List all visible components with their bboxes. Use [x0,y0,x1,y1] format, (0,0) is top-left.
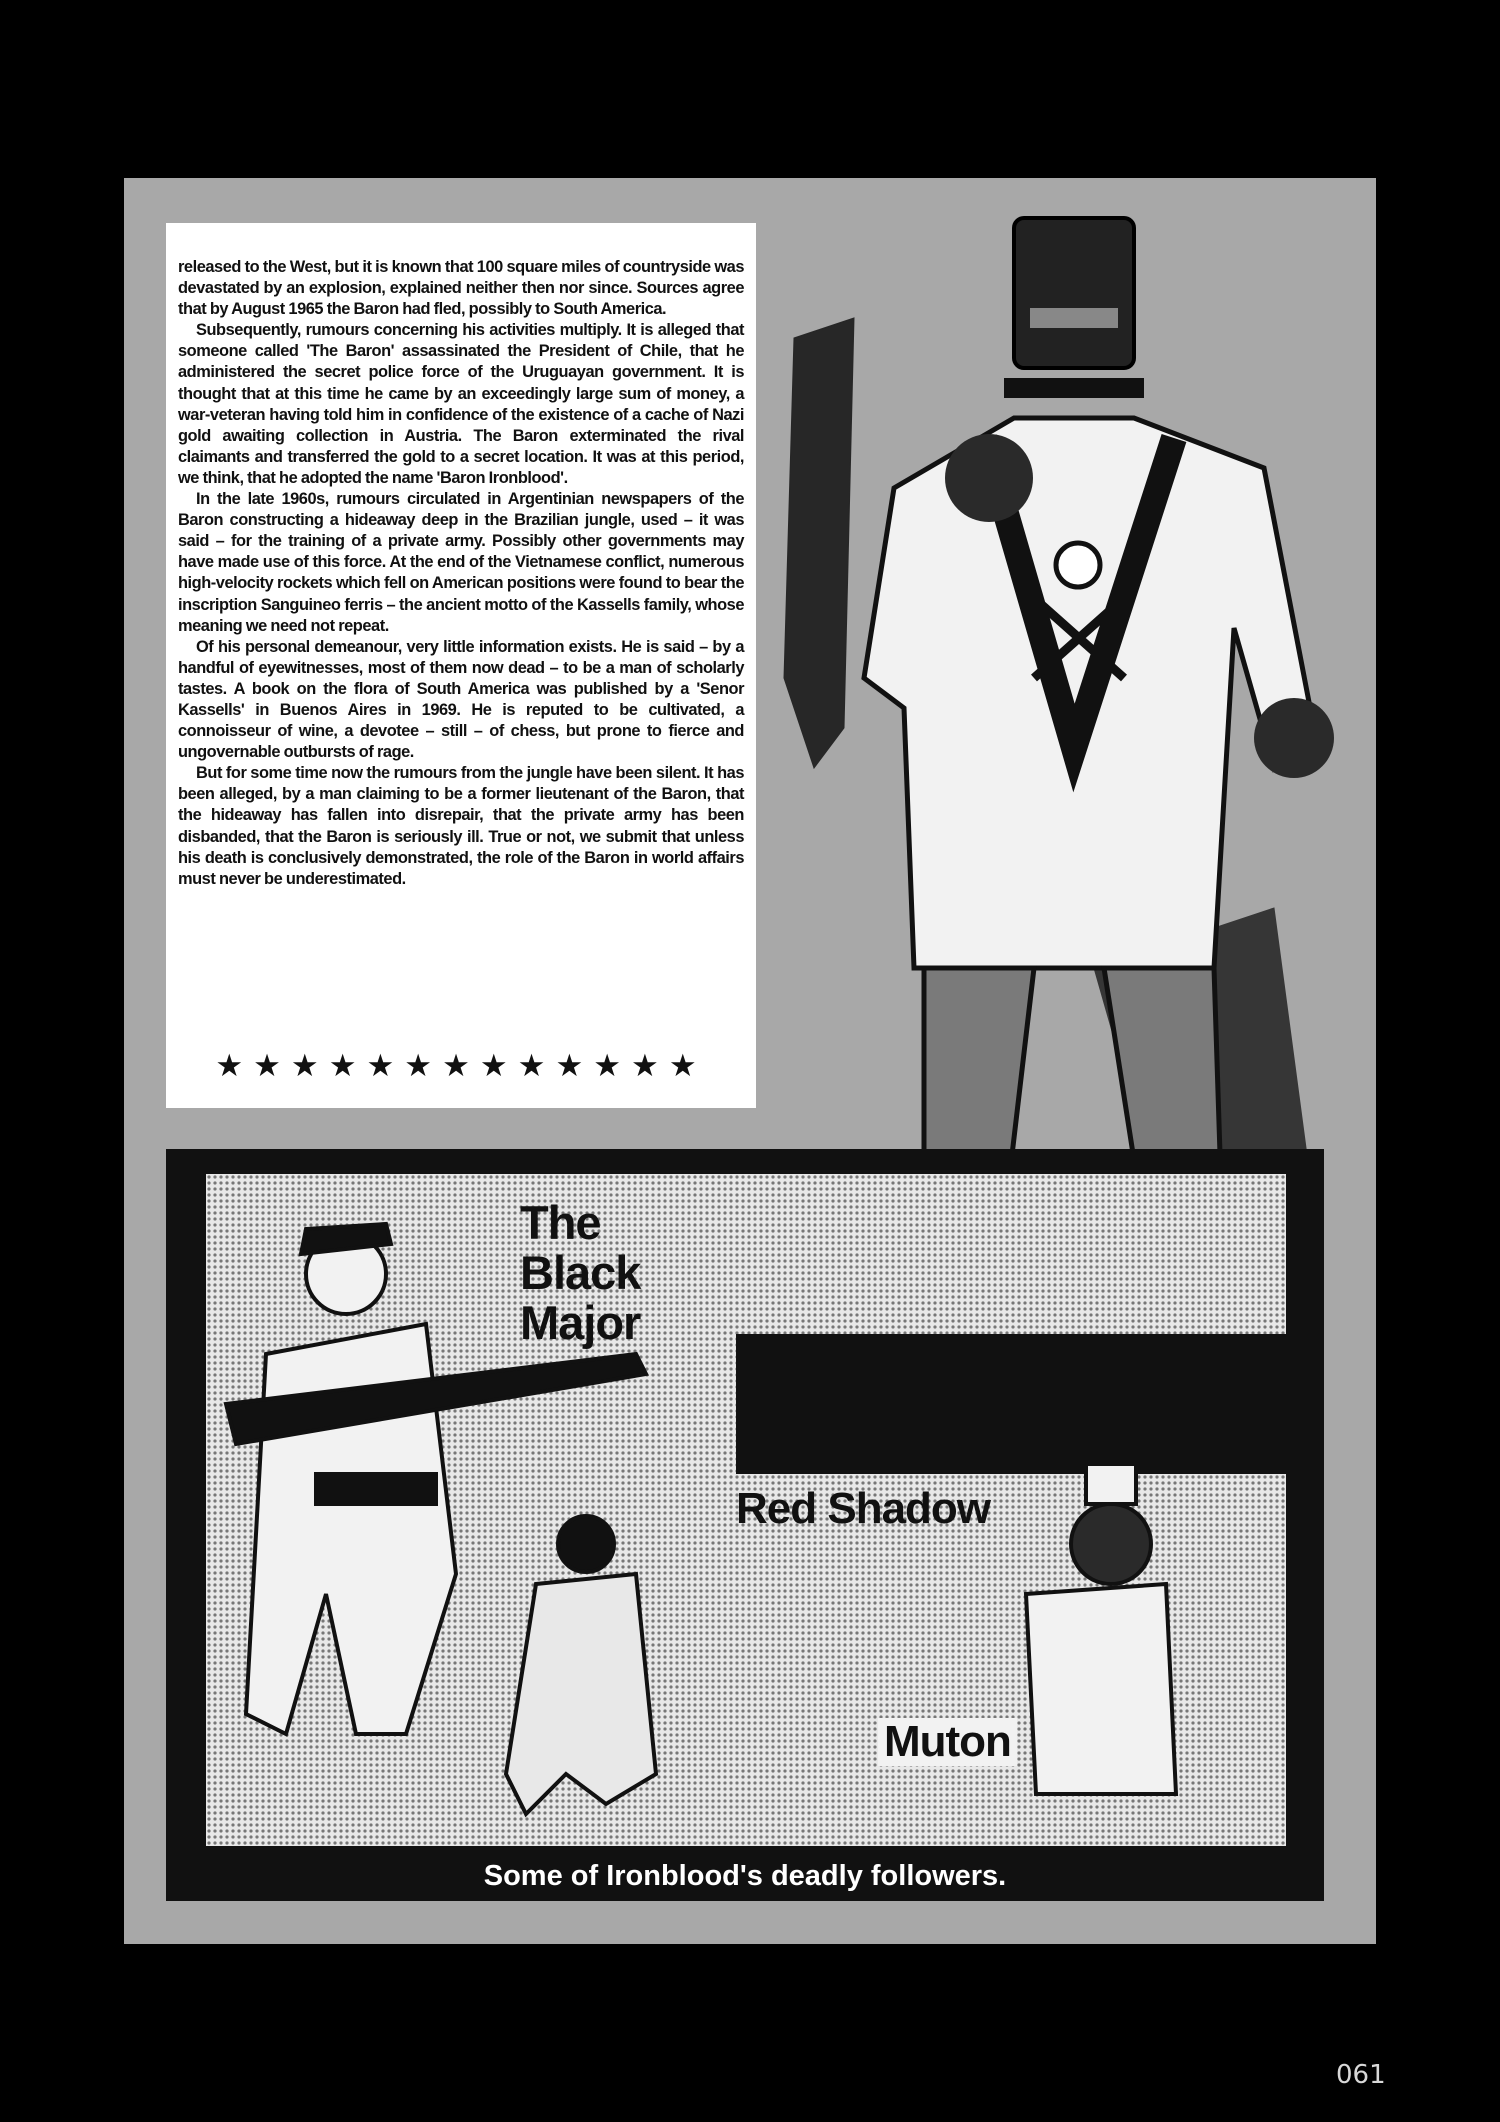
article-paragraph: But for some time now the rumours from the jungle have been silent. It has been alleged, by a man claiming to be a former lieutenant of the Baron, that the hideaway has fallen into disrepair, that the private army has been disbanded, that the Baron is seriously ill. True or not, we submit that unless his death is conclusively demonstrated, the role of the Baron in world affairs must never be underestimated. [178,764,744,888]
label-black-major: The Black Major [520,1196,641,1349]
article-paragraph: In the late 1960s, rumours circulated in Argentinian newspapers of the Baron constructing a hideaway deep in the Brazilian jungle, used – it was said – for the training of a private army. Possibly other governments may have made use of this force. At the end of the Vietnamese conflict, numerous high-velocity rockets which fell on American positions were found to bear the inscription Sanguineo ferris – the ancient motto of the Kassells family, whose meaning we need not repeat. [178,490,744,635]
magazine-page [124,178,1376,1944]
star-divider: ★★★★★★★★★★★★★ [215,1048,707,1084]
label-red-shadow: Red Shadow [736,1484,991,1533]
panel-caption: Some of Ironblood's deadly followers. [483,1860,1007,1892]
followers-panel [166,1149,1324,1901]
followers-scene [206,1174,1286,1846]
label-muton: Muton [878,1718,1017,1766]
article-paragraph: Subsequently, rumours concerning his activities multiply. It is alleged that someone called 'The Baron' assassinated the President of Chile, that he administered the secret police force of the Uruguayan government. It is thought that at this time he came by an exceedingly large sum of money, a war-veteran having told him in confidence of the existence of a cache of Nazi gold awaiting collection in Austria. The Baron exterminated the rival claimants and transferred the gold to a secret location. It was at this period, we think, that he adopted the name 'Baron Ironblood'. [178,321,744,487]
article-paragraph: released to the West, but it is known that 100 square miles of countryside was devastated by an explosion, explained neither then nor since. Sources agree that by August 1965 the Baron had fled, possibly to South America. [178,258,744,319]
article-paragraph: Of his personal demeanour, very little information exists. He is said – by a handful of eyewitnesses, most of them now dead – to be a man of scholarly tastes. A book on the flora of South America was published by a 'Senor Kassells' in Buenos Aires in 1969. He is reputed to be cultivated, a connoisseur of wine, a devotee – still – of chess, but prone to fierce and ungovernable outbursts of rage. [178,637,744,762]
article-text-box [166,223,756,1108]
page-number: 061 [1336,2060,1386,2090]
article-body [178,257,744,890]
